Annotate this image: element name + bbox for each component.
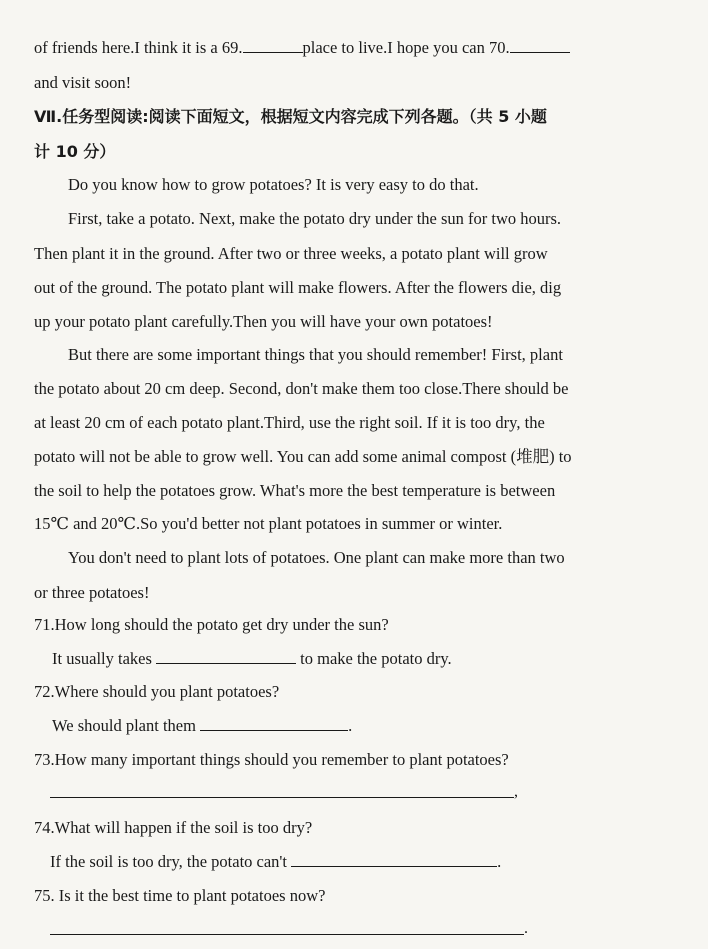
answer-blank-75[interactable] (50, 934, 524, 935)
previous-passage-line-2: and visit soon! (34, 73, 132, 92)
answer-prefix: It usually takes (52, 649, 152, 668)
passage-paragraph-2-line-1: First, take a potato. Next, make the potato dry under the sun for two hours. (68, 209, 562, 228)
answer-blank-74[interactable] (291, 852, 497, 867)
passage-paragraph-3-line-1: But there are some important things that you should remember! First, plant (68, 345, 563, 364)
answer-blank-70[interactable] (510, 38, 570, 53)
question-73: 73.How many important things should you remember to plant potatoes? (34, 750, 509, 769)
answer-blank-72[interactable] (200, 716, 348, 731)
answer-prefix: If the soil is too dry, the potato can't (50, 852, 287, 871)
passage-paragraph-4-line-2: or three potatoes! (34, 583, 150, 602)
passage-paragraph-2-line-4: up your potato plant carefully.Then you will have your own potatoes! (34, 312, 493, 331)
question-71: 71.How long should the potato get dry under the sun? (34, 615, 389, 634)
passage-paragraph-1: Do you know how to grow potatoes? It is very easy to do that. (68, 175, 479, 194)
passage-paragraph-3-line-6: 15℃ and 20℃.So you'd better not plant potatoes in summer or winter. (34, 514, 503, 533)
passage-paragraph-3-line-5: the soil to help the potatoes grow. What's more the best temperature is between (34, 481, 556, 500)
passage-paragraph-2-line-3: out of the ground. The potato plant will make flowers. After the flowers die, dig (34, 278, 562, 297)
question-72: 72.Where should you plant potatoes? (34, 682, 280, 701)
answer-line-71 (52, 649, 692, 669)
passage-paragraph-3-line-4: potato will not be able to grow well. You can add some animal compost (堆肥) to (34, 447, 572, 466)
passage-paragraph-4-line-1: You don't need to plant lots of potatoes. One plant can make more than two (68, 548, 565, 567)
answer-prefix: We should plant them (52, 716, 196, 735)
answer-blank-69[interactable] (243, 38, 303, 53)
period-mark: , (514, 783, 518, 800)
period-mark: . (524, 920, 528, 937)
text-segment: of friends here.I think it is a 69. (34, 38, 243, 57)
answer-line-74: If the soil is too dry, the potato can't . (50, 852, 502, 871)
question-75: 75. Is it the best time to plant potatoes now? (34, 886, 326, 905)
text-segment: place to live.I hope you can 70. (302, 38, 510, 57)
section-heading-line-1: Ⅶ.任务型阅读:阅读下面短文，根据短文内容完成下列各题。（共 5 小题 (34, 107, 547, 126)
answer-blank-73[interactable] (50, 797, 514, 798)
section-heading-line-2: 计 10 分） (34, 142, 116, 161)
answer-line-72: We should plant them . (52, 716, 353, 735)
answer-suffix: to make the potato dry. (300, 649, 452, 668)
question-74: 74.What will happen if the soil is too dry? (34, 818, 313, 837)
passage-paragraph-3-line-3: at least 20 cm of each potato plant.Third, use the right soil. If it is too dry, the (34, 413, 545, 432)
previous-passage-line-1 (34, 38, 674, 58)
answer-blank-71[interactable] (156, 649, 296, 664)
passage-paragraph-2-line-2: Then plant it in the ground. After two or three weeks, a potato plant will grow (34, 244, 548, 263)
passage-paragraph-3-line-2: the potato about 20 cm deep. Second, don't make them too close.There should be (34, 379, 569, 398)
